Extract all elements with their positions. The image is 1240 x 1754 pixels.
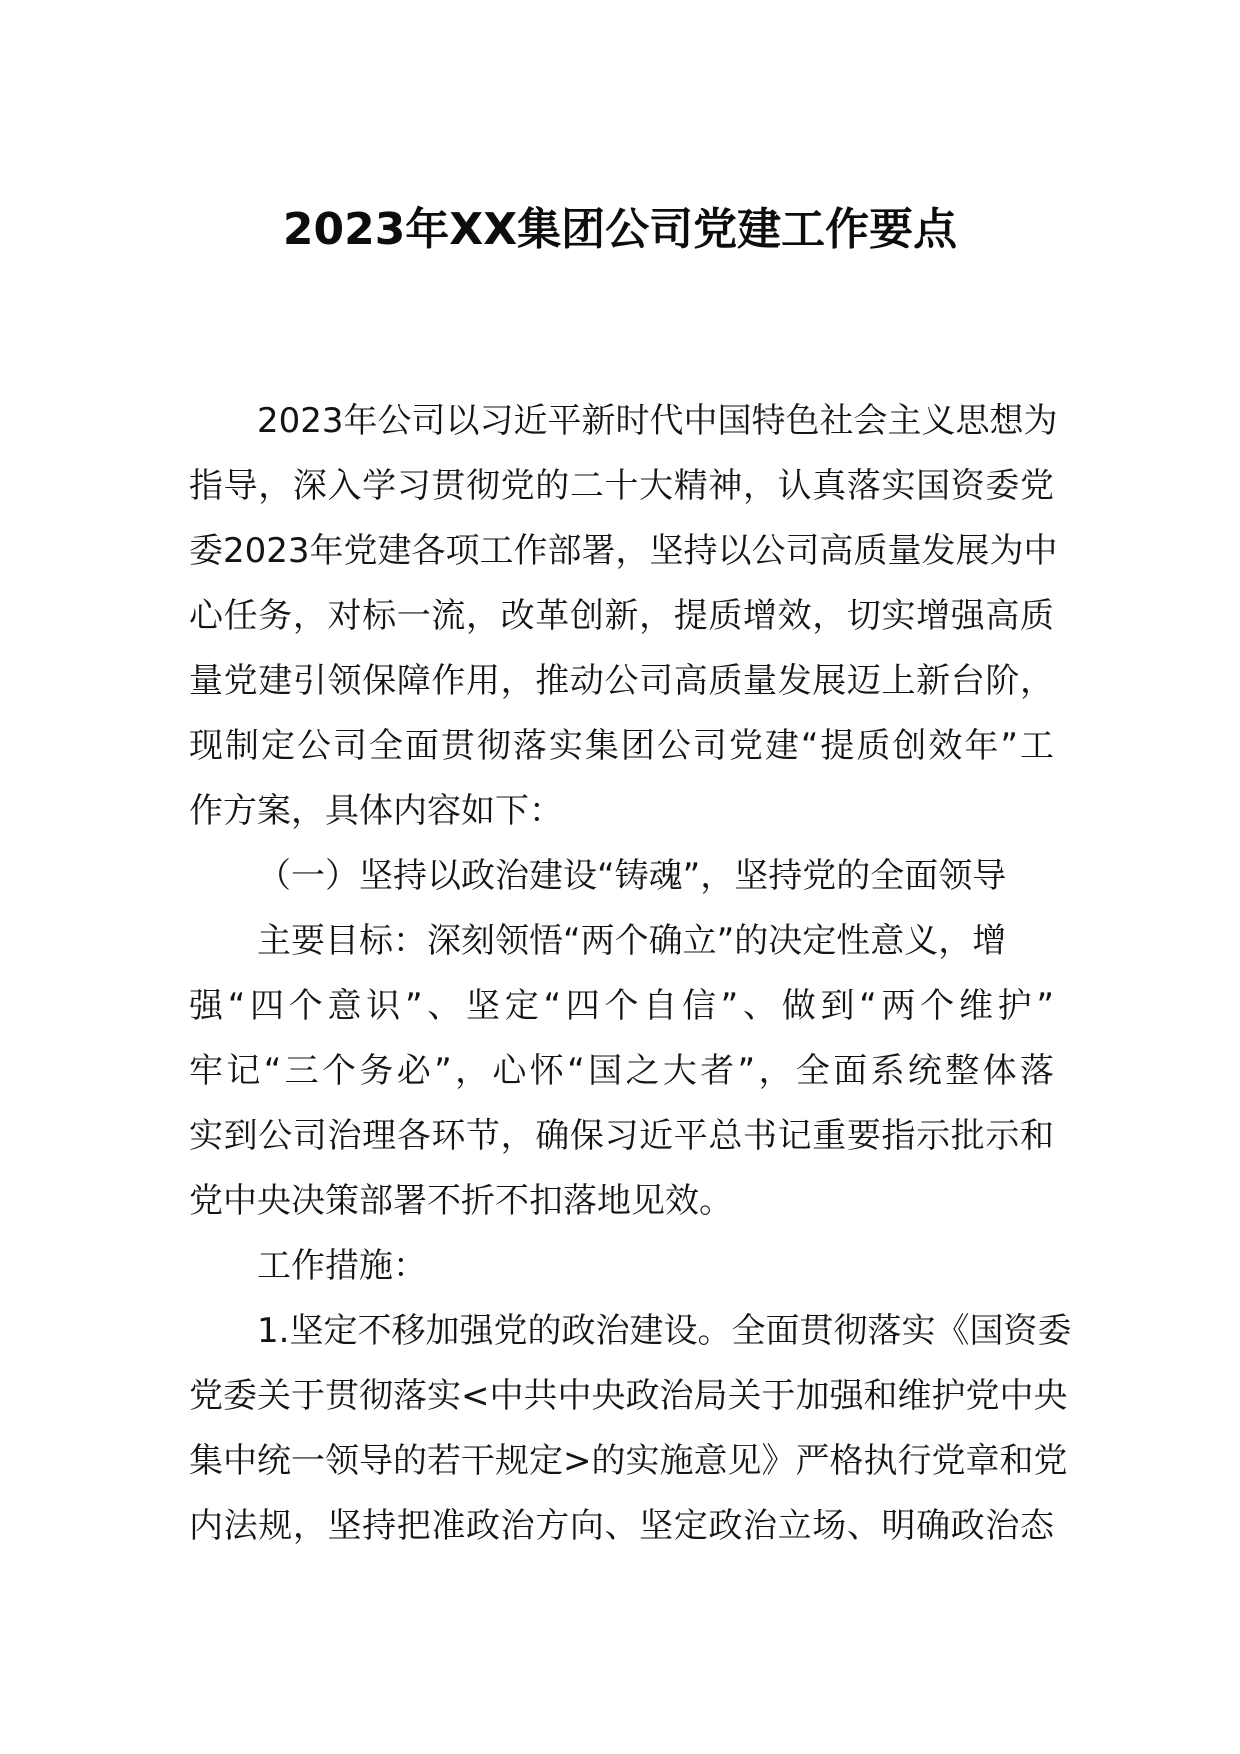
paragraph-line: 委2023年党建各项工作部署，坚持以公司高质量发展为中 — [189, 531, 1058, 571]
paragraph-line: 2023年公司以习近平新时代中国特色社会主义思想为 — [257, 401, 1058, 441]
paragraph-line: 党委关于贯彻落实<中共中央政治局关于加强和维护党中央 — [189, 1376, 1068, 1416]
paragraph-line: 1.坚定不移加强党的政治建设。全面贯彻落实《国资委 — [257, 1311, 1072, 1351]
paragraph-line: 强“四个意识”、坚定“四个自信”、做到“两个维护” — [189, 986, 1054, 1026]
paragraph-line: 作方案，具体内容如下： — [189, 791, 563, 831]
paragraph-line: 牢记“三个务必”，心怀“国之大者”，全面系统整体落 — [189, 1051, 1054, 1091]
measures-heading: 工作措施： — [257, 1246, 427, 1286]
paragraph-line: 内法规，坚持把准政治方向、坚定政治立场、明确政治态 — [189, 1506, 1054, 1546]
paragraph-line: 实到公司治理各环节，确保习近平总书记重要指示批示和 — [189, 1116, 1054, 1156]
section-heading: （一）坚持以政治建设“铸魂”，坚持党的全面领导 — [257, 856, 1007, 896]
paragraph-line: 党中央决策部署不折不扣落地见效。 — [189, 1181, 733, 1221]
paragraph-line: 主要目标：深刻领悟“两个确立”的决定性意义，增 — [257, 921, 1007, 961]
document-title: 2023年XX集团公司党建工作要点 — [282, 204, 958, 255]
paragraph-line: 集中统一领导的若干规定>的实施意见》严格执行党章和党 — [189, 1441, 1068, 1481]
document-body — [189, 389, 1072, 1559]
paragraph-line: 心任务，对标一流，改革创新，提质增效，切实增强高质 — [189, 596, 1054, 636]
paragraph-line: 量党建引领保障作用，推动公司高质量发展迈上新台阶， — [189, 661, 1054, 701]
paragraph-line: 指导，深入学习贯彻党的二十大精神，认真落实国资委党 — [189, 466, 1054, 506]
paragraph-line: 现制定公司全面贯彻落实集团公司党建“提质创效年”工 — [189, 726, 1054, 766]
